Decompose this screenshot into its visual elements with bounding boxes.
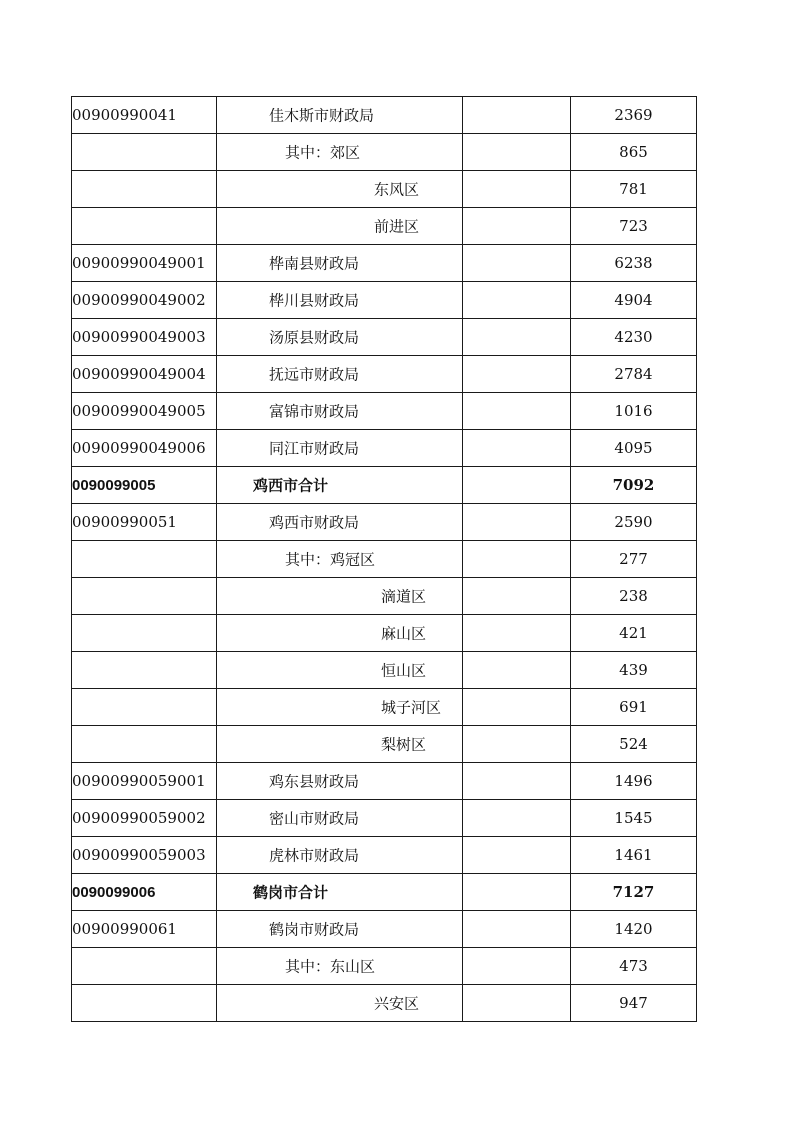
- value-cell: 2369: [571, 97, 697, 134]
- code-cell: 00900990059001: [72, 763, 217, 800]
- blank-cell: [463, 467, 571, 504]
- value-cell: 723: [571, 208, 697, 245]
- name-cell: [217, 541, 463, 578]
- code-cell: 00900990041: [72, 97, 217, 134]
- name-text: 鸡东县财政局: [269, 772, 360, 791]
- name-text: 佳木斯市财政局: [269, 106, 375, 125]
- blank-cell: [463, 134, 571, 171]
- table-row: [72, 615, 697, 652]
- name-text: 鸡西市合计: [253, 476, 329, 495]
- table-body: [72, 97, 697, 1022]
- code-cell: [72, 541, 217, 578]
- blank-cell: [463, 652, 571, 689]
- table-row: [72, 430, 697, 467]
- name-text: 其中：鸡冠区: [285, 550, 376, 569]
- table-row: [72, 763, 697, 800]
- code-cell: [72, 578, 217, 615]
- table-row: [72, 97, 697, 134]
- blank-cell: [463, 430, 571, 467]
- value-cell: 947: [571, 985, 697, 1022]
- value-cell: 524: [571, 726, 697, 763]
- name-cell: [217, 911, 463, 948]
- name-cell: [217, 97, 463, 134]
- blank-cell: [463, 541, 571, 578]
- value-cell: 277: [571, 541, 697, 578]
- code-cell: 0090099006: [72, 874, 217, 911]
- name-text: 抚远市财政局: [269, 365, 360, 384]
- value-cell: 1461: [571, 837, 697, 874]
- name-text: 前进区: [374, 217, 420, 236]
- blank-cell: [463, 837, 571, 874]
- table-row: [72, 911, 697, 948]
- value-cell: 4904: [571, 282, 697, 319]
- code-cell: 00900990049004: [72, 356, 217, 393]
- blank-cell: [463, 874, 571, 911]
- name-cell: [217, 800, 463, 837]
- blank-cell: [463, 615, 571, 652]
- blank-cell: [463, 911, 571, 948]
- value-cell: 781: [571, 171, 697, 208]
- blank-cell: [463, 985, 571, 1022]
- table-row: [72, 208, 697, 245]
- value-cell: 439: [571, 652, 697, 689]
- table-row: [72, 282, 697, 319]
- code-cell: [72, 171, 217, 208]
- code-cell: [72, 652, 217, 689]
- blank-cell: [463, 356, 571, 393]
- name-text: 麻山区: [381, 624, 427, 643]
- value-cell: 865: [571, 134, 697, 171]
- name-cell: [217, 504, 463, 541]
- value-cell: 1016: [571, 393, 697, 430]
- code-cell: [72, 615, 217, 652]
- blank-cell: [463, 208, 571, 245]
- value-cell: 4095: [571, 430, 697, 467]
- name-text: 桦川县财政局: [269, 291, 360, 310]
- name-text: 桦南县财政局: [269, 254, 360, 273]
- name-cell: [217, 356, 463, 393]
- name-text: 鹤岗市合计: [253, 883, 329, 902]
- table-row: [72, 467, 697, 504]
- value-cell: 7092: [571, 467, 697, 504]
- name-cell: [217, 467, 463, 504]
- code-cell: [72, 985, 217, 1022]
- name-text: 其中：东山区: [285, 957, 376, 976]
- name-cell: [217, 874, 463, 911]
- name-text: 梨树区: [381, 735, 427, 754]
- code-cell: 00900990051: [72, 504, 217, 541]
- table-row: [72, 726, 697, 763]
- blank-cell: [463, 504, 571, 541]
- name-text: 其中：郊区: [285, 143, 361, 162]
- name-text: 汤原县财政局: [269, 328, 360, 347]
- name-text: 滴道区: [381, 587, 427, 606]
- name-text: 恒山区: [381, 661, 427, 680]
- table-row: [72, 800, 697, 837]
- name-text: 虎林市财政局: [269, 846, 360, 865]
- blank-cell: [463, 245, 571, 282]
- value-cell: 238: [571, 578, 697, 615]
- name-cell: [217, 319, 463, 356]
- name-cell: [217, 430, 463, 467]
- name-cell: [217, 837, 463, 874]
- blank-cell: [463, 393, 571, 430]
- name-cell: [217, 134, 463, 171]
- value-cell: 1496: [571, 763, 697, 800]
- blank-cell: [463, 578, 571, 615]
- code-cell: 00900990061: [72, 911, 217, 948]
- name-text: 密山市财政局: [269, 809, 360, 828]
- blank-cell: [463, 763, 571, 800]
- table-row: [72, 171, 697, 208]
- name-cell: [217, 689, 463, 726]
- name-cell: [217, 245, 463, 282]
- table-row: [72, 985, 697, 1022]
- table-row: [72, 319, 697, 356]
- value-cell: 7127: [571, 874, 697, 911]
- value-cell: 1545: [571, 800, 697, 837]
- value-cell: 4230: [571, 319, 697, 356]
- code-cell: 00900990049002: [72, 282, 217, 319]
- value-cell: 6238: [571, 245, 697, 282]
- name-text: 东风区: [374, 180, 420, 199]
- name-cell: [217, 985, 463, 1022]
- code-cell: 00900990049005: [72, 393, 217, 430]
- table-row: [72, 504, 697, 541]
- name-cell: [217, 171, 463, 208]
- code-cell: [72, 689, 217, 726]
- table-row: [72, 245, 697, 282]
- blank-cell: [463, 800, 571, 837]
- code-cell: [72, 208, 217, 245]
- code-cell: 00900990059002: [72, 800, 217, 837]
- value-cell: 421: [571, 615, 697, 652]
- name-text: 鸡西市财政局: [269, 513, 360, 532]
- name-cell: [217, 726, 463, 763]
- code-cell: 00900990049003: [72, 319, 217, 356]
- table-row: [72, 578, 697, 615]
- name-text: 同江市财政局: [269, 439, 360, 458]
- code-cell: 00900990049006: [72, 430, 217, 467]
- blank-cell: [463, 171, 571, 208]
- blank-cell: [463, 282, 571, 319]
- table-row: [72, 393, 697, 430]
- table-row: [72, 689, 697, 726]
- budget-table: [71, 96, 697, 1022]
- name-cell: [217, 578, 463, 615]
- value-cell: 1420: [571, 911, 697, 948]
- table-row: [72, 356, 697, 393]
- name-cell: [217, 948, 463, 985]
- value-cell: 2784: [571, 356, 697, 393]
- table-row: [72, 541, 697, 578]
- name-text: 兴安区: [374, 994, 420, 1013]
- name-cell: [217, 763, 463, 800]
- table-row: [72, 874, 697, 911]
- name-text: 鹤岗市财政局: [269, 920, 360, 939]
- blank-cell: [463, 948, 571, 985]
- code-cell: [72, 726, 217, 763]
- name-cell: [217, 208, 463, 245]
- code-cell: [72, 948, 217, 985]
- code-cell: [72, 134, 217, 171]
- name-text: 城子河区: [381, 698, 442, 717]
- code-cell: 00900990059003: [72, 837, 217, 874]
- value-cell: 2590: [571, 504, 697, 541]
- name-text: 富锦市财政局: [269, 402, 360, 421]
- code-cell: 00900990049001: [72, 245, 217, 282]
- name-cell: [217, 615, 463, 652]
- value-cell: 473: [571, 948, 697, 985]
- blank-cell: [463, 689, 571, 726]
- name-cell: [217, 652, 463, 689]
- value-cell: 691: [571, 689, 697, 726]
- code-cell: 0090099005: [72, 467, 217, 504]
- blank-cell: [463, 97, 571, 134]
- blank-cell: [463, 726, 571, 763]
- name-cell: [217, 393, 463, 430]
- table-row: [72, 948, 697, 985]
- blank-cell: [463, 319, 571, 356]
- table-row: [72, 837, 697, 874]
- table-row: [72, 652, 697, 689]
- table-row: [72, 134, 697, 171]
- name-cell: [217, 282, 463, 319]
